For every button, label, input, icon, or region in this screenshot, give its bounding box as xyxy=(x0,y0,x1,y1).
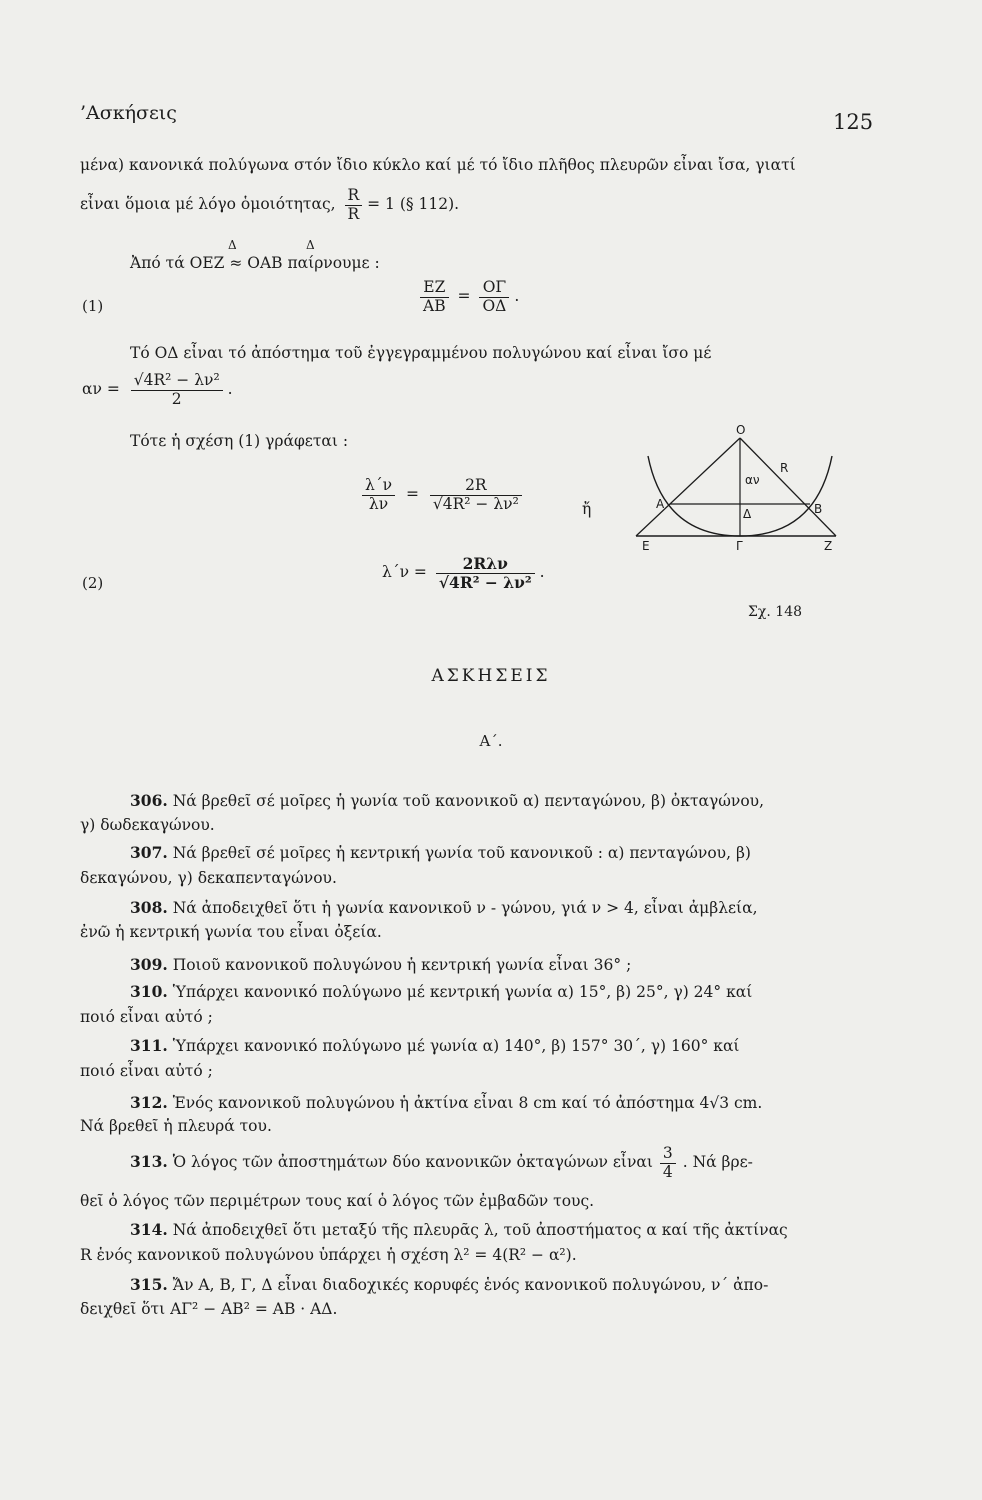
exercise-306-cont: γ) δωδεκαγώνου. xyxy=(80,816,215,834)
eq2-tail: . xyxy=(539,563,545,581)
exercise-313-tail: . Νά βρε- xyxy=(682,1153,753,1171)
relation-lhs-den: λν xyxy=(368,494,389,513)
intro-line-2-text: εἶναι ὅμοια μέ λόγο ὁμοιότητας, xyxy=(80,195,336,213)
exercise-number: 308. xyxy=(130,898,168,917)
figure-caption: Σχ. 148 xyxy=(748,604,803,620)
eq1-tail: . xyxy=(514,287,520,305)
fraction-num: 3 xyxy=(660,1146,676,1164)
eq1-left-num: ΕΖ xyxy=(420,280,449,298)
exercise-number: 312. xyxy=(130,1093,168,1112)
exercise-number: 307. xyxy=(130,843,168,862)
exercise-number: 314. xyxy=(130,1220,168,1239)
intro-line-2 xyxy=(80,188,459,222)
exercise-315-cont: δειχθεῖ ὅτι ΑΓ² − ΑΒ² = ΑΒ · ΑΔ. xyxy=(80,1300,338,1318)
apothem-tail: . xyxy=(227,380,233,398)
exercise-310 xyxy=(130,984,752,1001)
label-Delta: Δ xyxy=(743,507,752,521)
exercise-312 xyxy=(130,1095,762,1112)
exercise-315 xyxy=(130,1277,768,1294)
relation-lhs-num: λ΄ν xyxy=(362,478,395,496)
intro-line-1: μένα) κανονικά πολύγωνα στόν ἴδιο κύκλο καί μέ τό ἴδιο πλῆθος πλευρῶν εἶναι ἴσα, γιατί xyxy=(80,156,796,174)
exercise-text: Νά βρεθεῖ σέ μοῖρες ἡ κεντρική γωνία τοῦ κανονικοῦ : α) πενταγώνου, β) xyxy=(172,844,751,862)
eq1-left-den: ΑΒ xyxy=(423,296,446,315)
apothem-formula xyxy=(82,373,233,407)
relation-rhs-num: 2R xyxy=(430,478,522,496)
similarity-ratio xyxy=(345,188,363,222)
exercise-text: Ποιοῦ κανονικοῦ πολυγώνου ἡ κεντρική γωνία εἶναι 36° ; xyxy=(172,956,632,974)
exercise-text: Ἑνός κανονικοῦ πολυγώνου ἡ ἀκτίνα εἶναι 8 cm καί τό ἀπόστημα 4√3 cm. xyxy=(172,1094,763,1112)
exercise-311 xyxy=(130,1038,740,1055)
eq2-den: √4R² − λν² xyxy=(438,572,532,592)
relation-rhs-fraction xyxy=(430,478,522,512)
label-O: Ο xyxy=(736,423,746,437)
exercise-306 xyxy=(130,793,764,810)
label-B: Β xyxy=(814,502,823,516)
eq2-fraction xyxy=(436,556,535,590)
label-A: Α xyxy=(656,497,665,511)
eq1-left-fraction xyxy=(420,280,449,314)
eq1-right-fraction xyxy=(479,280,509,314)
exercise-text: Ὑπάρχει κανονικό πολύγωνο μέ γωνία α) 140°, β) 157° 30΄, γ) 160° καί xyxy=(172,1037,740,1055)
eq1-label: (1) xyxy=(82,297,104,315)
exercise-313-fraction xyxy=(660,1146,676,1180)
exercise-number: 310. xyxy=(130,982,168,1001)
exercise-text: Νά ἀποδειχθεῖ ὅτι μεταξύ τῆς πλευρᾶς λ, τοῦ ἀποστήματος α καί τῆς ἀκτίνας xyxy=(172,1221,788,1239)
exercise-311-cont: ποιό εἶναι αὐτό ; xyxy=(80,1062,213,1080)
eq2-lhs: λ΄ν = xyxy=(382,563,427,581)
eq2-num: 2Rλν xyxy=(436,556,535,574)
exercise-text: Ἄν Α, Β, Γ, Δ εἶναι διαδοχικές κορυφές ἑνός κανονικοῦ πολυγώνου, ν΄ ἀπο- xyxy=(172,1276,769,1294)
exercise-308 xyxy=(130,900,758,917)
exercise-text: Ὑπάρχει κανονικό πολύγωνο μέ κεντρική γωνία α) 15°, β) 25°, γ) 24° καί xyxy=(172,983,753,1001)
exercise-number: 306. xyxy=(130,791,168,810)
eq1 xyxy=(420,280,519,314)
exercise-number: 313. xyxy=(130,1152,168,1171)
section-title: ΑΣΚΗΣΕΙΣ xyxy=(431,666,551,686)
eq2 xyxy=(382,556,545,590)
exercise-text: Νά ἀποδειχθεῖ ὅτι ἡ γωνία κανονικοῦ ν - γώνου, γιά ν > 4, εἶναι ἀμβλεία, xyxy=(172,899,758,917)
relation-line: Τότε ἡ σχέση (1) γράφεται : xyxy=(130,432,349,450)
label-alpha: αν xyxy=(745,473,760,487)
exercise-307-cont: δεκαγώνου, γ) δεκαπενταγώνου. xyxy=(80,869,337,887)
exercise-308-cont: ἐνῶ ἡ κεντρική γωνία του εἶναι ὀξεία. xyxy=(80,923,382,941)
label-G: Γ xyxy=(736,539,743,553)
relation-formula xyxy=(362,478,522,512)
ratio-numerator: R xyxy=(345,188,363,206)
exercise-number: 315. xyxy=(130,1275,168,1294)
ray-OE xyxy=(636,438,740,536)
exercise-307 xyxy=(130,845,751,862)
apothem-fraction xyxy=(131,373,223,407)
label-R: R xyxy=(780,461,789,475)
triangle-mark-2: Δ xyxy=(306,238,315,252)
exercise-312-cont: Νά βρεθεῖ ἡ πλευρά του. xyxy=(80,1117,272,1135)
apothem-lhs: αν = xyxy=(82,380,120,398)
triangle-mark-1: Δ xyxy=(228,238,237,252)
page-number: 125 xyxy=(833,110,874,134)
eq1-right-den: ΟΔ xyxy=(482,296,507,315)
relation-lhs-fraction xyxy=(362,478,395,512)
exercise-314 xyxy=(130,1222,788,1239)
exercise-313 xyxy=(130,1146,753,1180)
relation-equals: = xyxy=(405,485,419,503)
exercise-310-cont: ποιό εἶναι αὐτό ; xyxy=(80,1008,213,1026)
label-E: Ε xyxy=(642,539,650,553)
exercise-314-cont: R ἑνός κανονικοῦ πολυγώνου ὑπάρχει ἡ σχέση λ² = 4(R² − α²). xyxy=(80,1246,577,1264)
intro-line-3: Ἀπό τά ΟΕΖ ≈ ΟΑΒ παίρνουμε : xyxy=(130,254,380,272)
ratio-tail: = 1 (§ 112). xyxy=(367,195,460,213)
apothem-line: Τό ΟΔ εἶναι τό ἀπόστημα τοῦ ἐγγεγραμμένου πολυγώνου καί εἶναι ἴσο μέ xyxy=(130,344,712,362)
relation-or: ἤ xyxy=(582,500,592,518)
exercise-number: 311. xyxy=(130,1036,168,1055)
running-head: ’Ασκήσεις xyxy=(80,102,177,124)
section-subtitle: Α΄. xyxy=(479,732,503,750)
eq1-equals: = xyxy=(457,287,471,305)
apothem-num: √4R² − λν² xyxy=(131,373,223,391)
eq1-right-num: ΟΓ xyxy=(479,280,509,298)
exercise-text: Νά βρεθεῖ σέ μοῖρες ἡ γωνία τοῦ κανονικοῦ α) πενταγώνου, β) ὀκταγώνου, xyxy=(172,792,765,810)
apothem-den: 2 xyxy=(171,389,182,408)
eq2-label: (2) xyxy=(82,574,104,592)
fraction-den: 4 xyxy=(662,1162,673,1181)
exercise-309 xyxy=(130,957,631,974)
relation-rhs-den: √4R² − λν² xyxy=(432,494,519,513)
exercise-number: 309. xyxy=(130,955,168,974)
figure-148 xyxy=(630,418,850,553)
ratio-denominator: R xyxy=(347,204,360,223)
label-Z: Ζ xyxy=(824,539,833,553)
exercise-text: Ὁ λόγος τῶν ἀποστημάτων δύο κανονικῶν ὀκταγώνων εἶναι xyxy=(172,1153,653,1171)
exercise-313-cont: θεῖ ὁ λόγος τῶν περιμέτρων τους καί ὁ λόγος τῶν ἐμβαδῶν τους. xyxy=(80,1192,595,1210)
